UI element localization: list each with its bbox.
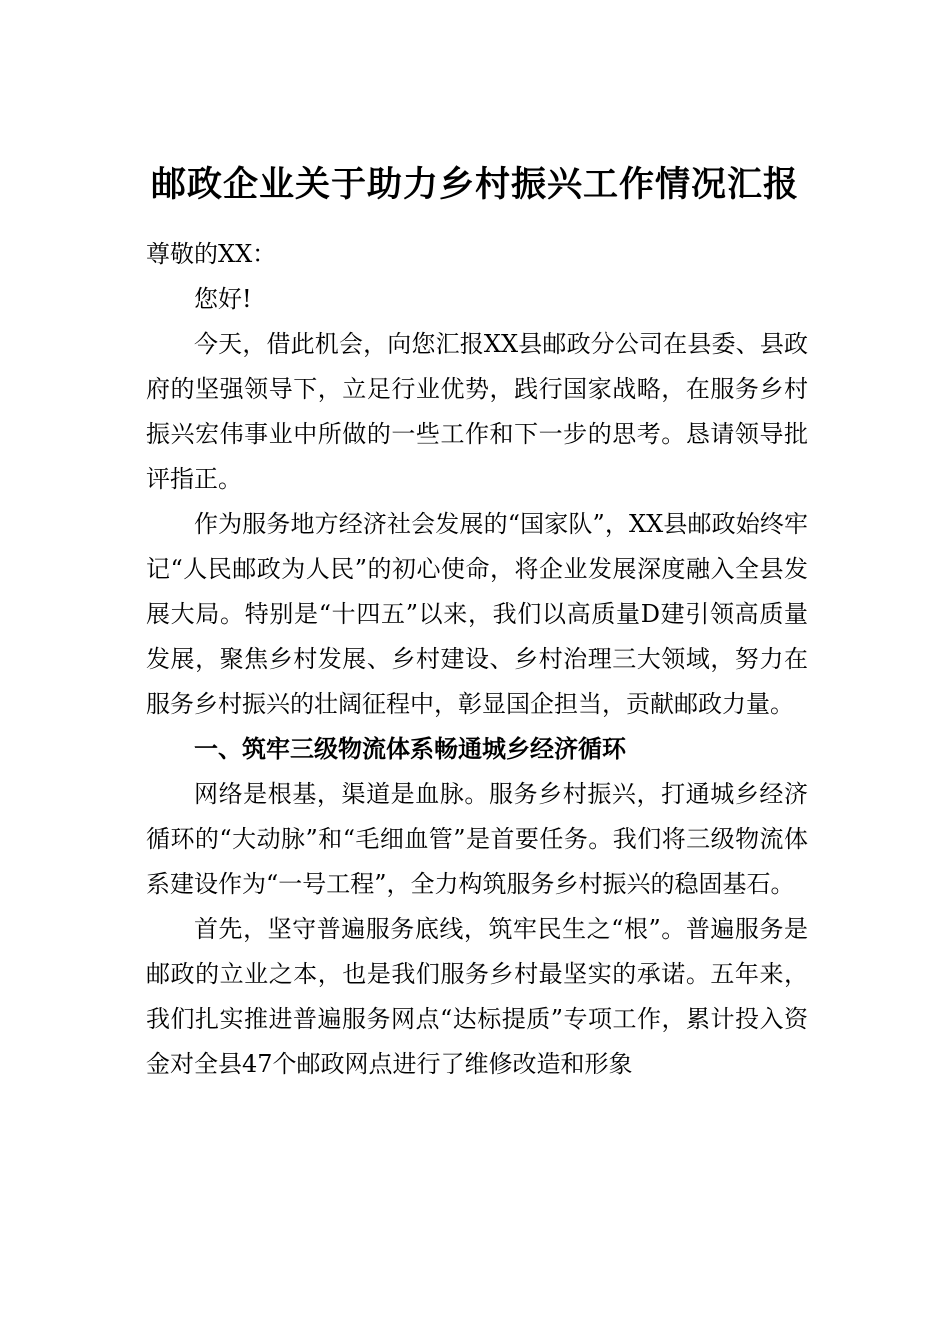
salutation: 尊敬的XX： (146, 240, 277, 268)
paragraph-overview: 作为服务地方经济社会发展的“国家队”，XX县邮政始终牢记“人民邮政为人民”的初心使命，将企业发展深度融入全县发展大局。特别是“十四五”以来，我们以高质量D建引领高质量发展，聚焦乡村发展、乡村建设、乡村治理三大领域，努力在服务乡村振兴的壮阔征程中，彰显国企担当，贡献邮政力量。 (146, 510, 808, 718)
document-title: 邮政企业关于助力乡村振兴工作情况汇报 (150, 164, 799, 205)
section1-paragraph: 网络是根基，渠道是血脉。服务乡村振兴，打通城乡经济循环的“大动脉”和“毛细血管”是首要任务。我们将三级物流体系建设作为“一号工程”，全力构筑服务乡村振兴的稳固基石。 (146, 780, 808, 898)
paragraph-intro: 今天，借此机会，向您汇报XX县邮政分公司在县委、县政府的坚强领导下，立足行业优势，践行国家战略，在服务乡村振兴宏伟事业中所做的一些工作和下一步的思考。恳请领导批评指正。 (146, 330, 808, 493)
document-body (146, 232, 808, 1087)
section1-paragraph: 首先，坚守普遍服务底线，筑牢民生之“根”。普遍服务是邮政的立业之本，也是我们服务乡村最坚实的承诺。五年来，我们扎实推进普遍服务网点“达标提质”专项工作，累计投入资金对全县47个邮政网点进行了维修改造和形象 (146, 915, 808, 1078)
greeting: 您好! (194, 285, 252, 313)
section-heading-1: 一、筑牢三级物流体系畅通城乡经济循环 (194, 735, 626, 763)
